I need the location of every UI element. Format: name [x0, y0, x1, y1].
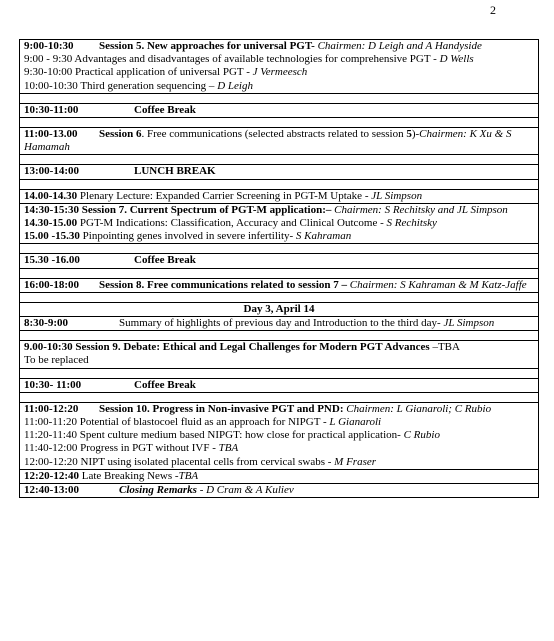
lunch-break-row: 13:00-14:00 LUNCH BREAK: [20, 165, 539, 179]
closing-row: 12:40-13:00 Closing Remarks - D Cram & A Kuliev: [20, 484, 539, 498]
session-6-row: 11:00-13.00 Session 6. Free communications (selected abstracts related to session 5)-Chairmen: K Xu & S Hamamah: [20, 128, 539, 155]
list-item: 12:00-12:20 NIPT using isolated placental cells from cervical swabs - M Fraser: [24, 455, 377, 468]
schedule-table: [19, 39, 539, 498]
list-item: 9:00 - 9:30 Advantages and disadvantages of available technologies for comprehensive PGT - D Wells: [24, 53, 474, 66]
session-10-row: 11:00-12:20 Session 10. Progress in Non-invasive PGT and PND: Chairmen: L Gianaroli; C Rubio 11:00-11:20 Potential of blastocoel fluid as an approach for NIPGT - L Gianaroli 11:20-11:40 Spent culture medium based NIPGT: how close for practical application- C Rubio 11:40-12:00 Progress in PGT without IVF - TBA 12:00-12:20 NIPT using isolated placental cells from cervical swabs - M Fraser: [20, 402, 539, 469]
session-9-row: 9.00-10:30 Session 9. Debate: Ethical and Legal Challenges for Modern PGT Advances –TBA To be replaced: [20, 341, 539, 368]
session-5-time: 9:00-10:30: [24, 40, 74, 52]
list-item: 9:30-10:00 Practical application of universal PGT - J Vermeesch: [24, 66, 308, 79]
session-8-row: 16:00-18:00 Session 8. Free communications related to session 7 – Chairmen: S Kahraman & M Katz-Jaffe: [20, 278, 539, 292]
list-item: 11:00-11:20 Potential of blastocoel fluid as an approach for NIPGT - L Gianaroli: [24, 416, 382, 429]
list-item: 11:40-12:00 Progress in PGT without IVF - TBA: [24, 442, 239, 455]
session-7-row: 14:30-15:30 Session 7. Current Spectrum of PGT-M application:– Chairmen: S Rechitsky and JL Simpson 14.30-15.00 PGT-M Indications: Classification, Accuracy and Clinical Outcome - S Rechitsky 15.00 -15.30 Pinpointing genes involved in severe infertility- S Kahraman: [20, 203, 539, 244]
list-item: 15.00 -15.30 Pinpointing genes involved in severe infertility- S Kahraman: [24, 230, 352, 243]
session-5-chairs: Chairmen: D Leigh and A Handyside: [314, 40, 482, 52]
session-5-row: [20, 40, 539, 94]
coffee-break-row: 10:30- 11:00 Coffee Break: [20, 378, 539, 392]
list-item: 10:00-10:30 Third generation sequencing – D Leigh: [24, 79, 253, 92]
coffee-break-row: 10:30-11:00 Coffee Break: [20, 103, 539, 117]
page-number: 2: [490, 3, 496, 17]
coffee-break-row: 15.30 -16.00 Coffee Break: [20, 254, 539, 268]
plenary-row: 14.00-14.30 Plenary Lecture: Expanded Carrier Screening in PGT-M Uptake - JL Simpson: [20, 189, 539, 203]
list-item: 14.30-15.00 PGT-M Indications: Classification, Accuracy and Clinical Outcome - S Rechitsky: [24, 217, 437, 230]
day-3-heading-row: [20, 302, 539, 316]
summary-row: 8:30-9:00 Summary of highlights of previous day and Introduction to the third day- JL Simpson: [20, 317, 539, 331]
list-item: 11:20-11:40 Spent culture medium based NIPGT: how close for practical application- C Rubio: [24, 429, 440, 442]
late-breaking-row: 12:20-12:40 Late Breaking News -TBA: [20, 469, 539, 483]
session-5-title: Session 5. New approaches for universal PGT-: [99, 40, 315, 52]
day-3-heading: Day 3, April 14: [20, 302, 539, 316]
